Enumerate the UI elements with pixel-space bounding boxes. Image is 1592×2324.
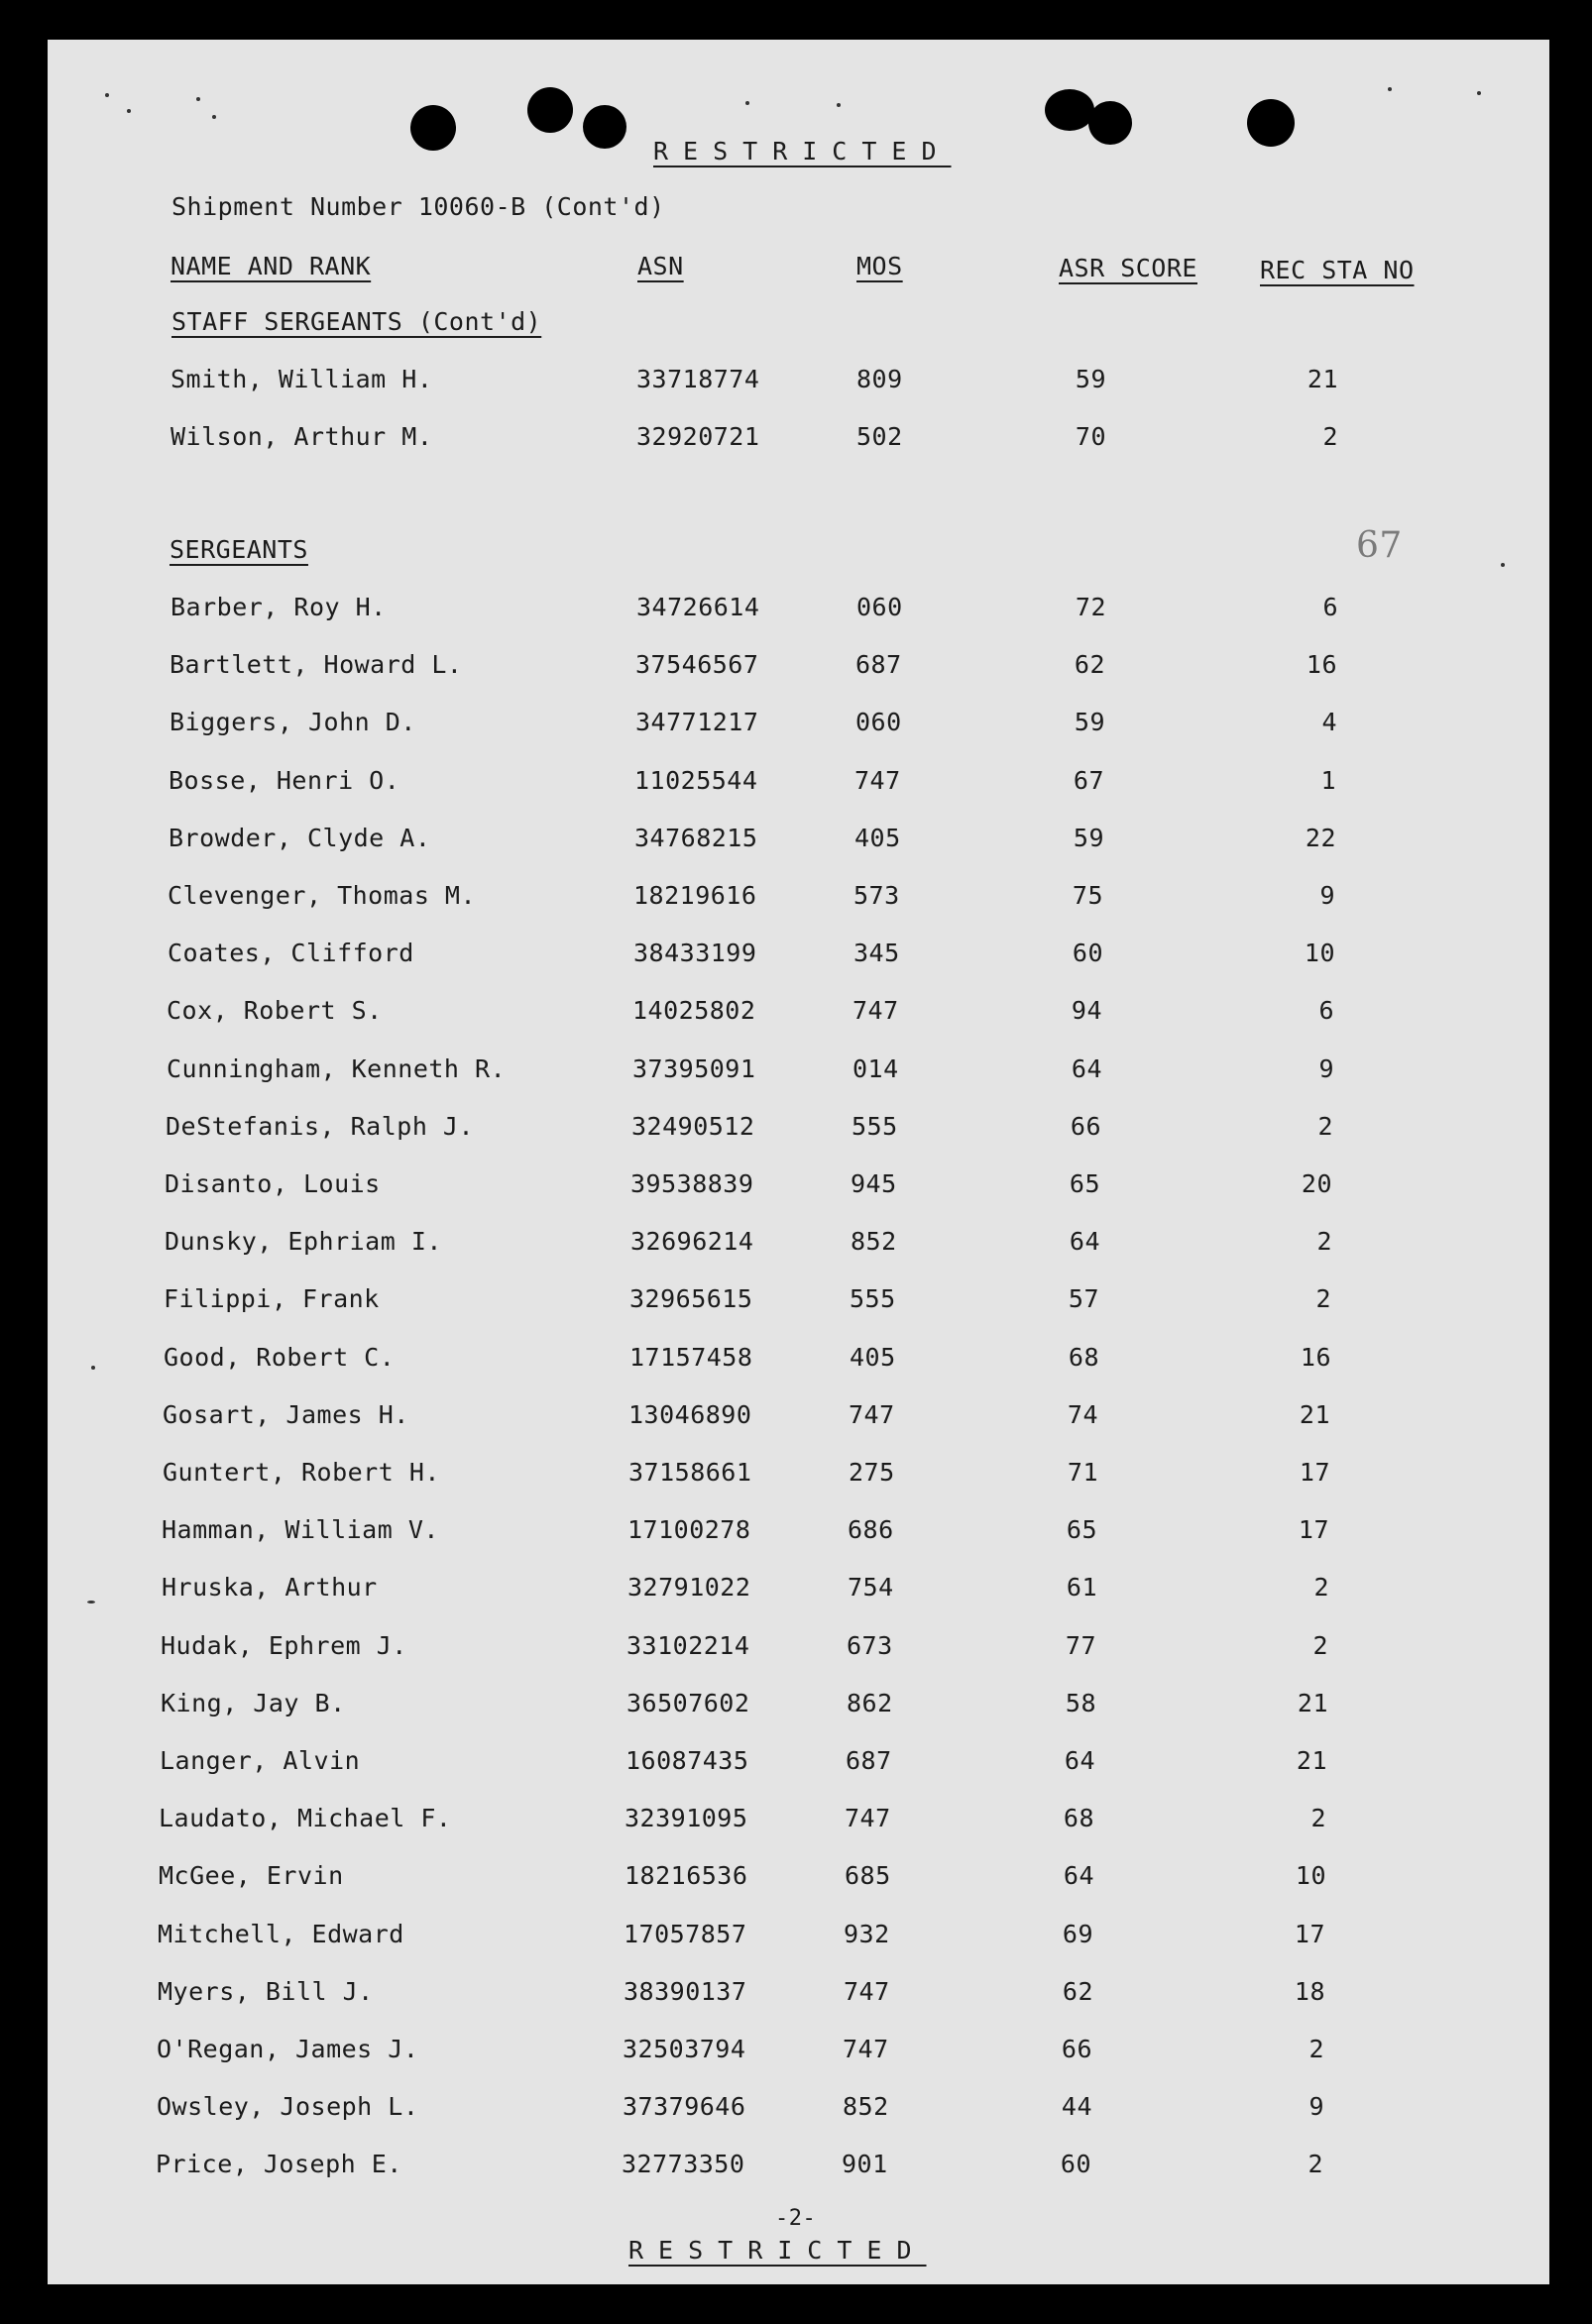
punch-hole [410, 105, 456, 151]
row-mos: 014 [853, 1053, 899, 1083]
row-mos: 405 [850, 1342, 896, 1372]
row-asr-score: 74 [1067, 1399, 1098, 1429]
row-asr-score: 65 [1066, 1515, 1097, 1545]
row-name: Coates, Clifford [168, 939, 414, 968]
section-title-sergeants: SERGEANTS [170, 535, 308, 564]
row-name: Hruska, Arthur [162, 1573, 378, 1603]
row-mos: 747 [853, 996, 899, 1026]
row-name: Guntert, Robert H. [163, 1458, 440, 1487]
row-name: Barber, Roy H. [171, 593, 387, 621]
row-rec-sta-no: 20 [1301, 1169, 1332, 1198]
row-name: O'Regan, James J. [157, 2035, 419, 2063]
row-mos: 747 [843, 2035, 889, 2063]
row-mos: 345 [853, 939, 900, 968]
row-name: DeStefanis, Ralph J. [166, 1111, 475, 1141]
row-rec-sta-no: 2 [1316, 1227, 1332, 1257]
row-name: Cunningham, Kenneth R. [167, 1053, 507, 1083]
row-name: Bosse, Henri O. [169, 765, 400, 795]
row-rec-sta-no: 18 [1294, 1976, 1325, 2006]
row-asn: 17157458 [629, 1342, 753, 1372]
row-asr-score: 71 [1067, 1458, 1098, 1487]
row-rec-sta-no: 21 [1296, 1746, 1327, 1775]
row-rec-sta-no: 9 [1319, 881, 1335, 910]
row-asn: 38390137 [624, 1976, 747, 2006]
row-asn: 32391095 [625, 1804, 748, 1833]
row-asr-score: 57 [1068, 1284, 1099, 1314]
speck [1501, 563, 1505, 567]
row-rec-sta-no: 4 [1321, 708, 1337, 737]
row-mos: 932 [844, 1919, 890, 1948]
row-name: Hamman, William V. [162, 1515, 439, 1545]
col-header-mos: MOS [856, 252, 903, 280]
speck [1477, 91, 1481, 95]
row-mos: 573 [853, 881, 900, 910]
speck [127, 109, 131, 113]
row-asn: 32696214 [630, 1227, 754, 1257]
row-rec-sta-no: 10 [1304, 939, 1335, 968]
row-mos: 555 [850, 1284, 896, 1314]
row-asr-score: 72 [1075, 593, 1106, 621]
row-asn: 17100278 [627, 1515, 751, 1545]
row-mos: 754 [848, 1573, 894, 1603]
row-asr-score: 59 [1074, 708, 1105, 737]
row-asr-score: 62 [1062, 1976, 1093, 2006]
row-mos: 555 [852, 1111, 898, 1141]
row-mos: 687 [855, 650, 902, 680]
row-mos: 809 [856, 365, 903, 393]
row-asr-score: 75 [1072, 881, 1103, 910]
row-rec-sta-no: 21 [1297, 1688, 1328, 1717]
row-mos: 852 [851, 1227, 897, 1257]
row-name: Dunsky, Ephriam I. [165, 1227, 442, 1257]
row-rec-sta-no: 2 [1313, 1573, 1329, 1603]
row-asr-score: 61 [1066, 1573, 1097, 1603]
row-asn: 36507602 [626, 1688, 750, 1717]
row-rec-sta-no: 21 [1307, 365, 1338, 393]
row-asr-score: 94 [1071, 996, 1102, 1026]
row-asr-score: 66 [1061, 2035, 1092, 2063]
speck [196, 97, 200, 101]
row-asr-score: 64 [1063, 1861, 1094, 1891]
row-asr-score: 64 [1069, 1227, 1100, 1257]
row-mos: 747 [844, 1976, 890, 2006]
row-asn: 32503794 [623, 2035, 746, 2063]
row-asn: 14025802 [632, 996, 756, 1026]
row-rec-sta-no: 2 [1308, 2035, 1324, 2063]
row-mos: 852 [843, 2092, 889, 2122]
row-asr-score: 59 [1073, 823, 1104, 852]
row-asn: 34771217 [635, 708, 759, 737]
row-asr-score: 64 [1071, 1053, 1102, 1083]
row-name: Hudak, Ephrem J. [161, 1630, 407, 1660]
row-name: Price, Joseph E. [156, 2150, 402, 2179]
row-asn: 32965615 [629, 1284, 753, 1314]
row-asn: 37395091 [632, 1053, 756, 1083]
row-rec-sta-no: 6 [1318, 996, 1334, 1026]
row-asr-score: 62 [1074, 650, 1105, 680]
row-rec-sta-no: 22 [1305, 823, 1336, 852]
col-header-asr: ASR SCORE [1059, 254, 1197, 282]
row-mos: 862 [847, 1688, 893, 1717]
row-rec-sta-no: 10 [1295, 1861, 1326, 1891]
row-asr-score: 69 [1062, 1919, 1093, 1948]
row-asr-score: 66 [1070, 1111, 1101, 1141]
row-asn: 11025544 [634, 765, 758, 795]
row-asn: 18216536 [625, 1861, 748, 1891]
row-asr-score: 59 [1075, 365, 1106, 393]
row-asr-score: 68 [1063, 1804, 1094, 1833]
row-rec-sta-no: 16 [1306, 650, 1337, 680]
row-mos: 502 [856, 422, 903, 451]
row-rec-sta-no: 17 [1294, 1919, 1325, 1948]
speck [87, 1601, 95, 1604]
row-asr-score: 77 [1065, 1630, 1096, 1660]
row-name: Bartlett, Howard L. [170, 650, 463, 680]
row-rec-sta-no: 2 [1315, 1284, 1331, 1314]
margin-page-number: 67 [1356, 525, 1403, 566]
speck [1388, 87, 1392, 91]
row-mos: 747 [854, 765, 901, 795]
row-rec-sta-no: 1 [1320, 765, 1336, 795]
row-asr-score: 67 [1073, 765, 1104, 795]
row-mos: 945 [851, 1169, 897, 1198]
row-asr-score: 44 [1061, 2092, 1092, 2122]
row-asn: 16087435 [625, 1746, 749, 1775]
row-name: King, Jay B. [161, 1688, 346, 1717]
row-name: Filippi, Frank [164, 1284, 380, 1314]
row-rec-sta-no: 9 [1318, 1053, 1334, 1083]
row-name: Langer, Alvin [160, 1746, 361, 1775]
row-asn: 37379646 [623, 2092, 746, 2122]
punch-hole [527, 87, 573, 133]
col-header-asn: ASN [637, 252, 684, 280]
classification-header: RESTRICTED [653, 137, 952, 166]
row-rec-sta-no: 17 [1298, 1515, 1329, 1545]
row-name: Mitchell, Edward [158, 1919, 404, 1948]
row-name: Myers, Bill J. [158, 1976, 374, 2006]
row-rec-sta-no: 2 [1310, 1804, 1326, 1833]
row-name: Browder, Clyde A. [169, 823, 431, 852]
row-rec-sta-no: 16 [1300, 1342, 1331, 1372]
row-asr-score: 65 [1069, 1169, 1100, 1198]
row-rec-sta-no: 2 [1308, 2150, 1323, 2179]
row-rec-sta-no: 9 [1308, 2092, 1324, 2122]
row-asn: 13046890 [628, 1399, 752, 1429]
row-name: Disanto, Louis [165, 1169, 381, 1198]
row-asn: 33102214 [626, 1630, 750, 1660]
row-asn: 32490512 [631, 1111, 755, 1141]
row-name: Good, Robert C. [164, 1342, 396, 1372]
row-asn: 37546567 [635, 650, 759, 680]
row-rec-sta-no: 6 [1322, 593, 1338, 621]
classification-footer: RESTRICTED [628, 2236, 927, 2265]
row-name: Gosart, James H. [163, 1399, 409, 1429]
row-mos: 405 [854, 823, 901, 852]
row-mos: 685 [845, 1861, 891, 1891]
row-rec-sta-no: 2 [1312, 1630, 1328, 1660]
punch-hole [1088, 101, 1132, 145]
section-title-staff-sergeants: STAFF SERGEANTS (Cont'd) [171, 307, 542, 336]
shipment-number: Shipment Number 10060-B (Cont'd) [171, 192, 665, 221]
row-asn: 34726614 [636, 593, 760, 621]
row-mos: 060 [856, 593, 903, 621]
row-asr-score: 64 [1064, 1746, 1095, 1775]
punch-hole [1045, 89, 1094, 131]
row-asn: 32920721 [636, 422, 760, 451]
speck [745, 101, 749, 105]
row-asn: 34768215 [634, 823, 758, 852]
row-asr-score: 70 [1075, 422, 1106, 451]
row-mos: 687 [846, 1746, 892, 1775]
row-asr-score: 60 [1060, 2150, 1091, 2179]
row-asn: 37158661 [628, 1458, 752, 1487]
row-name: McGee, Ervin [159, 1861, 344, 1891]
row-asn: 33718774 [636, 365, 760, 393]
punch-hole [583, 105, 626, 149]
row-asr-score: 58 [1065, 1688, 1096, 1717]
row-asn: 17057857 [624, 1919, 747, 1948]
row-mos: 060 [855, 708, 902, 737]
row-rec-sta-no: 17 [1299, 1458, 1330, 1487]
row-asr-score: 68 [1068, 1342, 1099, 1372]
page-number: -2- [775, 2206, 817, 2231]
row-asn: 39538839 [630, 1169, 754, 1198]
row-name: Laudato, Michael F. [159, 1804, 452, 1833]
col-header-rec: REC STA NO [1260, 256, 1415, 284]
row-rec-sta-no: 21 [1299, 1399, 1330, 1429]
row-asr-score: 60 [1072, 939, 1103, 968]
speck [105, 93, 109, 97]
speck [837, 103, 841, 107]
row-name: Cox, Robert S. [167, 996, 383, 1026]
speck [212, 115, 216, 119]
row-mos: 901 [842, 2150, 888, 2179]
row-asn: 32791022 [627, 1573, 751, 1603]
col-header-name: NAME AND RANK [171, 252, 372, 280]
row-mos: 275 [849, 1458, 895, 1487]
row-name: Owsley, Joseph L. [157, 2092, 419, 2122]
row-asn: 38433199 [633, 939, 757, 968]
row-mos: 747 [845, 1804, 891, 1833]
row-name: Smith, William H. [171, 365, 433, 393]
row-mos: 747 [849, 1399, 895, 1429]
row-asn: 32773350 [622, 2150, 745, 2179]
row-asn: 18219616 [633, 881, 757, 910]
row-mos: 686 [848, 1515, 894, 1545]
row-mos: 673 [847, 1630, 893, 1660]
speck [91, 1366, 95, 1370]
row-rec-sta-no: 2 [1317, 1111, 1333, 1141]
row-name: Wilson, Arthur M. [171, 422, 433, 451]
row-name: Clevenger, Thomas M. [168, 881, 477, 910]
row-rec-sta-no: 2 [1322, 422, 1338, 451]
row-name: Biggers, John D. [170, 708, 416, 737]
punch-hole [1247, 99, 1295, 147]
